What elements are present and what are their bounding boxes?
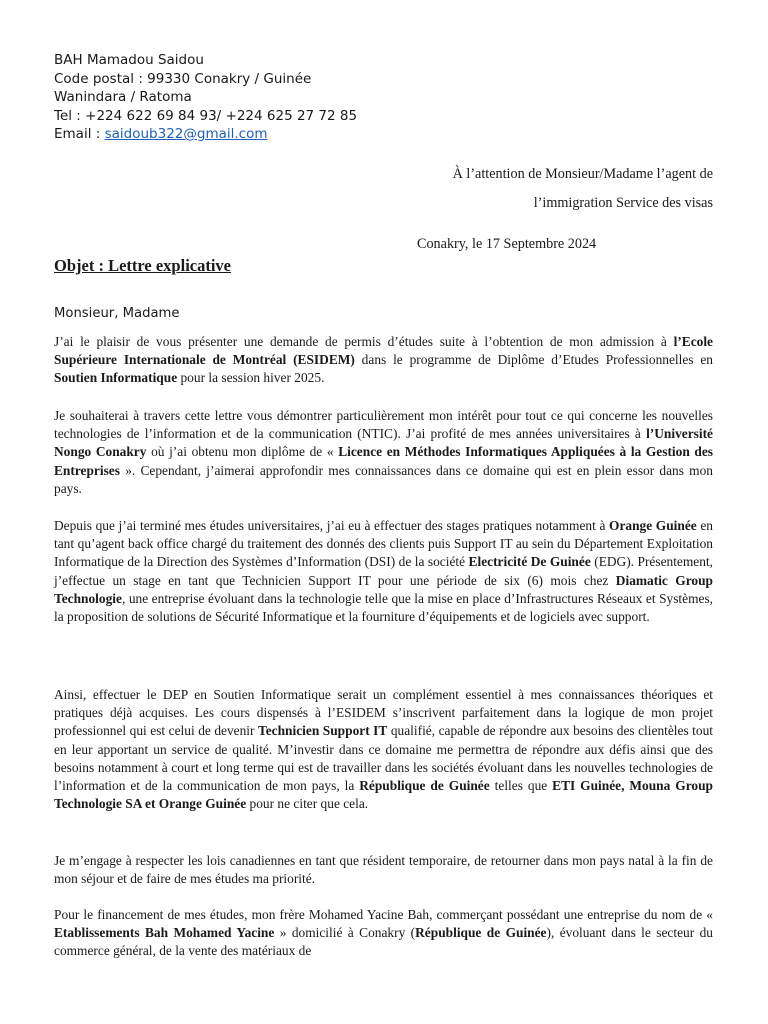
p4-bold-2: République de Guinée (359, 778, 490, 794)
sender-address: Wanindara / Ratoma (54, 89, 192, 105)
sender-phone: Tel : +224 622 69 84 93/ +224 625 27 72 85 (54, 107, 358, 124)
sender-block (54, 51, 357, 144)
p6-bold-2: République de Guinée (415, 925, 547, 941)
p4-text-4: pour ne citer que cela. (246, 796, 369, 812)
sender-email-link[interactable]: saidoub322@gmail.com (104, 126, 268, 142)
p6-text-2: » domicilié à Conakry ( (274, 925, 416, 941)
paragraph-1 (54, 333, 713, 388)
p5-text-1: Je m’engage à respecter les lois canadiennes en tant que résident temporaire, de retourner dans mon pays natal à la fin de mon séjour et de faire de mes études ma priorité. (54, 853, 713, 887)
p4-text-3: telles que (489, 778, 553, 794)
p3-bold-3: Diamatic Group Technologie (54, 572, 713, 606)
p2-bold-2: Licence en Méthodes Informatiques Appliquées à la Gestion des Entreprises (54, 444, 713, 478)
p4-bold-3: ETI Guinée, Mouna Group Technologie SA et Orange Guinée (54, 778, 713, 812)
paragraph-4 (54, 686, 713, 813)
p3-bold-2: Electricité De Guinée (468, 554, 591, 570)
p3-text-4: , une entreprise évoluant dans la technologie telle que la mise en place d’Infrastructures Réseaux et Systèmes, la proposition de solutions de Sécurité Informatique et la fourniture d’équipements et de logiciels avec support. (54, 590, 713, 625)
p2-text-2: où j’ai obtenu mon diplôme de « (146, 444, 339, 460)
place-date: Conakry, le 17 Septembre 2024 (417, 236, 597, 252)
salutation: Monsieur, Madame (54, 306, 180, 321)
p1-bold-2: Soutien Informatique (54, 370, 178, 386)
p2-text-1: Je souhaiterai à travers cette lettre vous démontrer particulièrement mon intérêt pour tout ce qui concerne les nouvelles technologies de l’information et de la communication (NTIC). J’ai profité de mes années universitaires à (54, 408, 713, 442)
recipient-block (453, 160, 713, 218)
paragraph-2 (54, 407, 713, 498)
paragraph-6 (54, 906, 713, 961)
p2-text-3: ». Cependant, j’aimerai approfondir mes connaissances dans ce domaine qui est en plein essor dans mon pays. (54, 462, 713, 496)
sender-postal: Code postal : 99330 Conakry / Guinée (54, 70, 312, 87)
sender-email-line (54, 125, 357, 144)
recipient-line-1: À l’attention de Monsieur/Madame l’agent de (452, 166, 713, 182)
p4-bold-1: Technicien Support IT (258, 723, 388, 739)
p3-bold-1: Orange Guinée (609, 518, 697, 533)
p6-text-3: ), évoluant dans le secteur du commerce général, de la vente des matériaux de (54, 925, 713, 959)
recipient-line-2: l’immigration Service des visas (533, 195, 713, 211)
p1-text-1: J’ai le plaisir de vous présenter une demande de permis d’études suite à l’obtention de mon admission à (54, 334, 674, 349)
paragraph-3 (54, 517, 713, 626)
sender-name: BAH Mamadou Saidou (54, 52, 204, 68)
p4-text-2: qualifié, capable de répondre aux besoins des clientèles tout en leur apportant un service de qualité. M’investir dans ce domaine me permettra de répondre aux défis ainsi que des besoins notamment à court et long terme qui est de travailler dans les sociétés évoluant dans les nouvelles technologies de l’information et de la communication de mon pays, la (54, 723, 714, 794)
paragraph-5 (54, 852, 713, 888)
p1-text-3: pour la session hiver 2025. (177, 370, 325, 386)
p3-text-3: (EDG). Présentement, j’effectue un stage en tant que Technicien Support IT pour une période de six (6) mois chez (54, 554, 713, 588)
p3-text-1: Depuis que j’ai terminé mes études universitaires, j’ai eu à effectuer des stages pratiques notamment à (54, 518, 610, 533)
subject-line: Objet : Lettre explicative (54, 256, 232, 275)
p1-bold-1: l’Ecole Supérieure Internationale de Montréal (ESIDEM) (54, 334, 713, 368)
p6-text-1: Pour le financement de mes études, mon frère Mohamed Yacine Bah, commerçant possédant une entreprise du nom de « (54, 907, 713, 922)
p4-text-1: Ainsi, effectuer le DEP en Soutien Informatique serait un complément essentiel à mes connaissances théoriques et pratiques déjà acquises. Les cours dispensés à l’ESIDEM s’inscrivent parfaitement dans la logique de mon projet professionnel qui est celui de devenir (54, 687, 713, 739)
p2-bold-1: l’Université Nongo Conakry (54, 426, 713, 460)
p1-text-2: dans le programme de Diplôme d’Etudes Professionnelles en (354, 352, 713, 368)
p6-bold-1: Etablissements Bah Mohamed Yacine (54, 925, 275, 941)
p3-text-2: en tant qu’agent back office chargé du traitement des donnés des clients puis Support IT au sein du Département Exploitation Informatique de la Direction des Systèmes d’Information (DSI) de la société (54, 518, 714, 570)
sender-email-label: Email : (54, 126, 105, 142)
